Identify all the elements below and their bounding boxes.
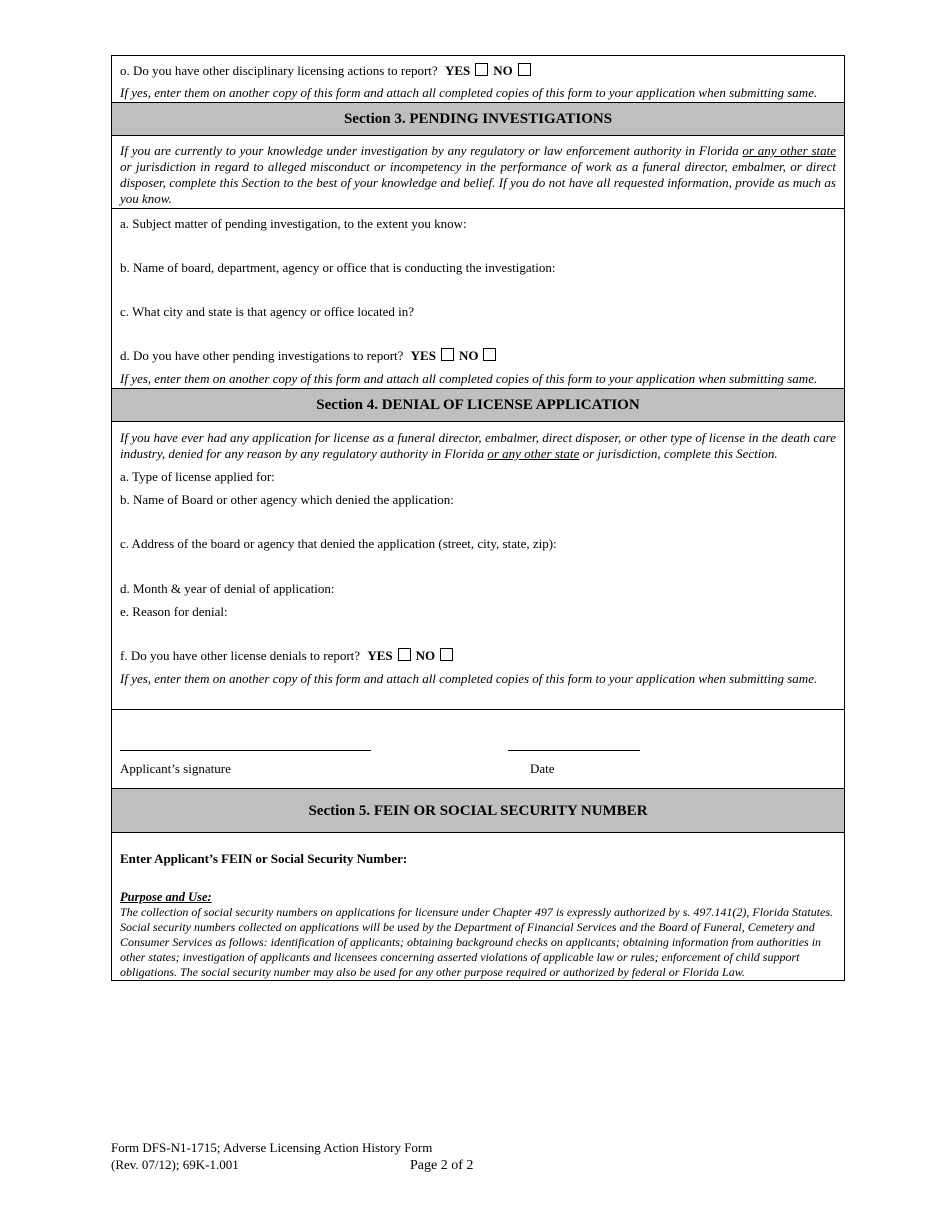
- purpose-heading: Purpose and Use:: [120, 890, 212, 904]
- date-label: Date: [530, 761, 555, 776]
- question-o-text: o. Do you have other disciplinary licensing actions to report?: [120, 63, 438, 78]
- section-4-item-f-text: f. Do you have other license denials to report?: [120, 648, 361, 663]
- applicant-signature-line[interactable]: [120, 750, 371, 751]
- section-3-yes-checkbox[interactable]: [441, 348, 454, 361]
- section-4-item-e: e. Reason for denial:: [120, 604, 228, 619]
- section-4-header: Section 4. DENIAL OF LICENSE APPLICATION: [112, 388, 844, 422]
- question-o-no-label: NO: [493, 63, 513, 78]
- adverse-licensing-form: [111, 55, 845, 981]
- purpose-text: The collection of social security numbers on applications for licensure under Chapter 497 is expressly authorized by s. 497.141(2), Florida Statutes. Social security numbers collected on applications will be used by the Department of Financial Services and the Board of Funeral, Cemetery and Consumer Services as follows: identification of applicants; obtaining background checks on applicants; obtaining information from authorities in other states; investigation of applicants and licensees concerning asserted violations of applicable law or rules; enforcement of child support obligations. The social security number may also be used for any other purpose required or authorized by federal or Florida Law.: [120, 905, 834, 979]
- section-4-yes-label: YES: [367, 648, 393, 663]
- question-o-yes-label: YES: [444, 63, 471, 78]
- section-3-header: Section 3. PENDING INVESTIGATIONS: [112, 102, 844, 136]
- section-3-item-a: a. Subject matter of pending investigation, to the extent you know:: [120, 216, 467, 231]
- date-line[interactable]: [508, 750, 640, 751]
- fein-ssn-label: Enter Applicant’s FEIN or Social Security Number:: [120, 851, 408, 866]
- form-revision-line: [111, 1156, 473, 1174]
- section-4-intro-part2: or jurisdiction, complete this Section.: [579, 446, 778, 461]
- section-3-item-c: c. What city and state is that agency or office located in?: [120, 304, 415, 319]
- form-revision: (Rev. 07/12); 69K-1.001: [111, 1157, 239, 1172]
- question-o: [112, 56, 844, 79]
- section-4-note: If yes, enter them on another copy of this form and attach all completed copies of this form to your application when submitting same.: [112, 664, 844, 710]
- section-4-no-label: NO: [415, 648, 436, 663]
- section-3-intro-underlined: or any other state: [742, 143, 836, 158]
- section-4-no-checkbox[interactable]: [440, 648, 453, 661]
- signature-block: [112, 710, 844, 788]
- section-4-item-c: c. Address of the board or agency that denied the application (street, city, state, zip):: [120, 536, 557, 551]
- applicant-signature-label: Applicant’s signature: [120, 761, 231, 776]
- section-4-intro-underlined: or any other state: [487, 446, 580, 461]
- section-3-yes-label: YES: [410, 348, 436, 363]
- section-4-item-d: d. Month & year of denial of application:: [120, 581, 335, 596]
- section-5-header: Section 5. FEIN OR SOCIAL SECURITY NUMBER: [112, 788, 844, 833]
- section-4-item-a: a. Type of license applied for:: [120, 469, 275, 484]
- section-4-intro: [112, 422, 844, 462]
- section-3-intro-part1: If you are currently to your knowledge under investigation by any regulatory or law enforcement authority in Florida: [120, 143, 743, 158]
- page-footer: [111, 1139, 473, 1174]
- section-3-note: If yes, enter them on another copy of this form and attach all completed copies of this form to your application when submitting same.: [120, 371, 818, 386]
- section-3-item-d: [112, 320, 844, 364]
- section-4-item-b: b. Name of Board or other agency which denied the application:: [120, 492, 454, 507]
- section-3-intro: [112, 136, 844, 209]
- question-o-note: If yes, enter them on another copy of this form and attach all completed copies of this form to your application when submitting same.: [120, 85, 818, 100]
- section-3-item-b: b. Name of board, department, agency or office that is conducting the investigation:: [120, 260, 556, 275]
- section-3-no-checkbox[interactable]: [483, 348, 496, 361]
- form-id: Form DFS-N1-1715; Adverse Licensing Action History Form: [111, 1140, 433, 1155]
- question-o-no-checkbox[interactable]: [518, 63, 531, 76]
- page-number: Page 2 of 2: [410, 1158, 474, 1173]
- section-4-item-f: [112, 620, 844, 664]
- section-4-intro-part1: If you have ever had any application for license as a funeral director, embalmer, direct disposer, or other type of license in the death care industry, denied for any reason by any regulatory authority in Florida: [120, 430, 836, 461]
- section-3-item-d-text: d. Do you have other pending investigations to report?: [120, 348, 404, 363]
- question-o-yes-checkbox[interactable]: [475, 63, 488, 76]
- section-4-yes-checkbox[interactable]: [398, 648, 411, 661]
- section-3-intro-part2: or jurisdiction in regard to alleged misconduct or incompetency in the performance of work as a funeral director, embalmer, or direct disposer, complete this Section to the best of your knowledge and belief. If you do not have all requested information, provide as much as you know.: [120, 159, 836, 206]
- section-3-no-label: NO: [458, 348, 479, 363]
